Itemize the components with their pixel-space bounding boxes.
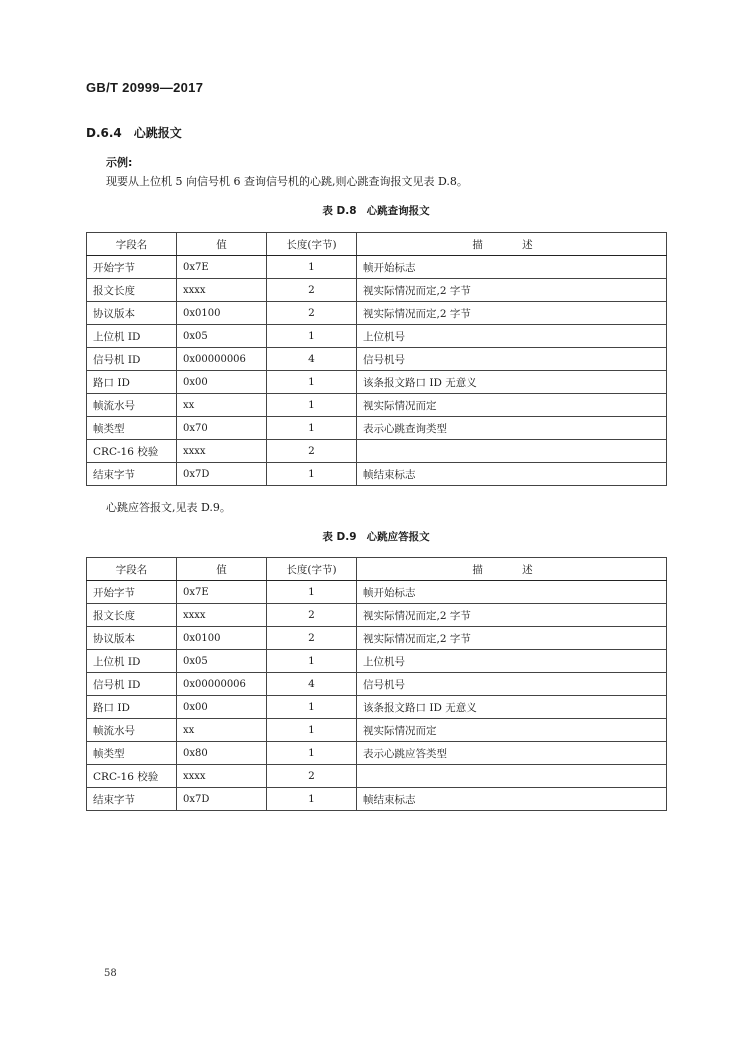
cell-length: 1 [267, 394, 357, 417]
cell-field-name: 结束字节 [87, 788, 177, 811]
cell-description: 上位机号 [357, 325, 667, 348]
cell-field-name: 信号机 ID [87, 673, 177, 696]
cell-length: 2 [267, 279, 357, 302]
cell-length: 1 [267, 719, 357, 742]
cell-field-name: 开始字节 [87, 581, 177, 604]
cell-length: 2 [267, 440, 357, 463]
cell-length: 4 [267, 348, 357, 371]
paragraph-2: 心跳应答报文,见表 D.9。 [106, 501, 231, 514]
page-number: 58 [104, 968, 117, 979]
cell-field-name: 路口 ID [87, 696, 177, 719]
cell-description: 表示心跳查询类型 [357, 417, 667, 440]
cell-value: 0x00000006 [177, 348, 267, 371]
cell-length: 2 [267, 765, 357, 788]
table-row [87, 394, 667, 417]
table-row [87, 463, 667, 486]
cell-length: 2 [267, 604, 357, 627]
cell-value: 0x05 [177, 650, 267, 673]
cell-description: 该条报文路口 ID 无意义 [357, 371, 667, 394]
table-2-caption-title: 心跳应答报文 [366, 531, 430, 543]
table-row [87, 348, 667, 371]
cell-description: 视实际情况而定,2 字节 [357, 279, 667, 302]
cell-value: 0x00000006 [177, 673, 267, 696]
table-row [87, 279, 667, 302]
col-header-description: 描 述 [357, 233, 667, 256]
col-header-value: 值 [177, 558, 267, 581]
table-row [87, 302, 667, 325]
cell-length: 1 [267, 371, 357, 394]
cell-value: xxxx [177, 604, 267, 627]
cell-value: 0x00 [177, 371, 267, 394]
cell-field-name: 协议版本 [87, 627, 177, 650]
col-header-length: 长度(字节) [267, 558, 357, 581]
table-1 [86, 232, 667, 486]
table-row [87, 581, 667, 604]
table-row [87, 765, 667, 788]
example-label: 示例: [106, 156, 133, 169]
cell-value: 0x7E [177, 581, 267, 604]
cell-description: 信号机号 [357, 348, 667, 371]
cell-value: 0x7D [177, 788, 267, 811]
cell-description: 视实际情况而定,2 字节 [357, 302, 667, 325]
cell-field-name: 帧流水号 [87, 719, 177, 742]
cell-field-name: 上位机 ID [87, 325, 177, 348]
cell-description: 该条报文路口 ID 无意义 [357, 696, 667, 719]
cell-description [357, 440, 667, 463]
table-2-body [87, 581, 667, 811]
cell-value: 0x7E [177, 256, 267, 279]
cell-value: 0x05 [177, 325, 267, 348]
cell-field-name: 报文长度 [87, 279, 177, 302]
table-row [87, 627, 667, 650]
cell-value: 0x7D [177, 463, 267, 486]
table-row [87, 256, 667, 279]
cell-value: 0x0100 [177, 302, 267, 325]
cell-value: 0x00 [177, 696, 267, 719]
cell-length: 1 [267, 788, 357, 811]
cell-field-name: CRC-16 校验 [87, 765, 177, 788]
cell-field-name: 路口 ID [87, 371, 177, 394]
table-row [87, 673, 667, 696]
table-row [87, 696, 667, 719]
cell-value: 0x80 [177, 742, 267, 765]
cell-value: 0x70 [177, 417, 267, 440]
cell-length: 1 [267, 417, 357, 440]
table-1-caption [86, 203, 666, 218]
cell-field-name: CRC-16 校验 [87, 440, 177, 463]
cell-length: 4 [267, 673, 357, 696]
cell-description: 帧开始标志 [357, 581, 667, 604]
table-row [87, 371, 667, 394]
cell-length: 1 [267, 463, 357, 486]
col-header-field: 字段名 [87, 558, 177, 581]
cell-description: 视实际情况而定,2 字节 [357, 627, 667, 650]
cell-field-name: 报文长度 [87, 604, 177, 627]
table-row [87, 604, 667, 627]
cell-value: xx [177, 394, 267, 417]
table-2-caption [86, 529, 666, 544]
table-1-caption-title: 心跳查询报文 [366, 205, 430, 217]
cell-field-name: 上位机 ID [87, 650, 177, 673]
table-1-body [87, 256, 667, 486]
cell-value: xxxx [177, 440, 267, 463]
cell-value: xxxx [177, 765, 267, 788]
col-header-length: 长度(字节) [267, 233, 357, 256]
cell-length: 2 [267, 302, 357, 325]
cell-description: 视实际情况而定 [357, 719, 667, 742]
table-row [87, 417, 667, 440]
section-heading [86, 124, 182, 141]
cell-value: xx [177, 719, 267, 742]
cell-field-name: 结束字节 [87, 463, 177, 486]
cell-field-name: 帧流水号 [87, 394, 177, 417]
table-1-caption-number: 表 D.8 [322, 205, 357, 217]
cell-description: 帧开始标志 [357, 256, 667, 279]
cell-value: xxxx [177, 279, 267, 302]
table-1-header-row [87, 233, 667, 256]
cell-description: 视实际情况而定 [357, 394, 667, 417]
cell-length: 1 [267, 256, 357, 279]
cell-description: 视实际情况而定,2 字节 [357, 604, 667, 627]
cell-length: 1 [267, 581, 357, 604]
cell-field-name: 协议版本 [87, 302, 177, 325]
cell-description: 上位机号 [357, 650, 667, 673]
table-row [87, 788, 667, 811]
cell-length: 1 [267, 742, 357, 765]
table-row [87, 440, 667, 463]
table-row [87, 719, 667, 742]
col-header-value: 值 [177, 233, 267, 256]
cell-field-name: 开始字节 [87, 256, 177, 279]
cell-field-name: 帧类型 [87, 742, 177, 765]
cell-field-name: 帧类型 [87, 417, 177, 440]
cell-description: 表示心跳应答类型 [357, 742, 667, 765]
cell-description: 帧结束标志 [357, 788, 667, 811]
col-header-field: 字段名 [87, 233, 177, 256]
table-2-caption-number: 表 D.9 [322, 531, 357, 543]
cell-description: 信号机号 [357, 673, 667, 696]
table-row [87, 742, 667, 765]
table-row [87, 325, 667, 348]
cell-description [357, 765, 667, 788]
cell-value: 0x0100 [177, 627, 267, 650]
cell-length: 1 [267, 696, 357, 719]
table-2-header-row [87, 558, 667, 581]
section-number: D.6.4 [86, 126, 122, 140]
section-title: 心跳报文 [133, 126, 182, 140]
cell-length: 2 [267, 627, 357, 650]
col-header-description: 描 述 [357, 558, 667, 581]
standard-code: GB/T 20999—2017 [86, 80, 204, 95]
cell-length: 1 [267, 650, 357, 673]
cell-description: 帧结束标志 [357, 463, 667, 486]
cell-length: 1 [267, 325, 357, 348]
table-2 [86, 557, 667, 811]
cell-field-name: 信号机 ID [87, 348, 177, 371]
table-row [87, 650, 667, 673]
paragraph-1: 现要从上位机 5 向信号机 6 查询信号机的心跳,则心跳查询报文见表 D.8。 [106, 175, 468, 188]
